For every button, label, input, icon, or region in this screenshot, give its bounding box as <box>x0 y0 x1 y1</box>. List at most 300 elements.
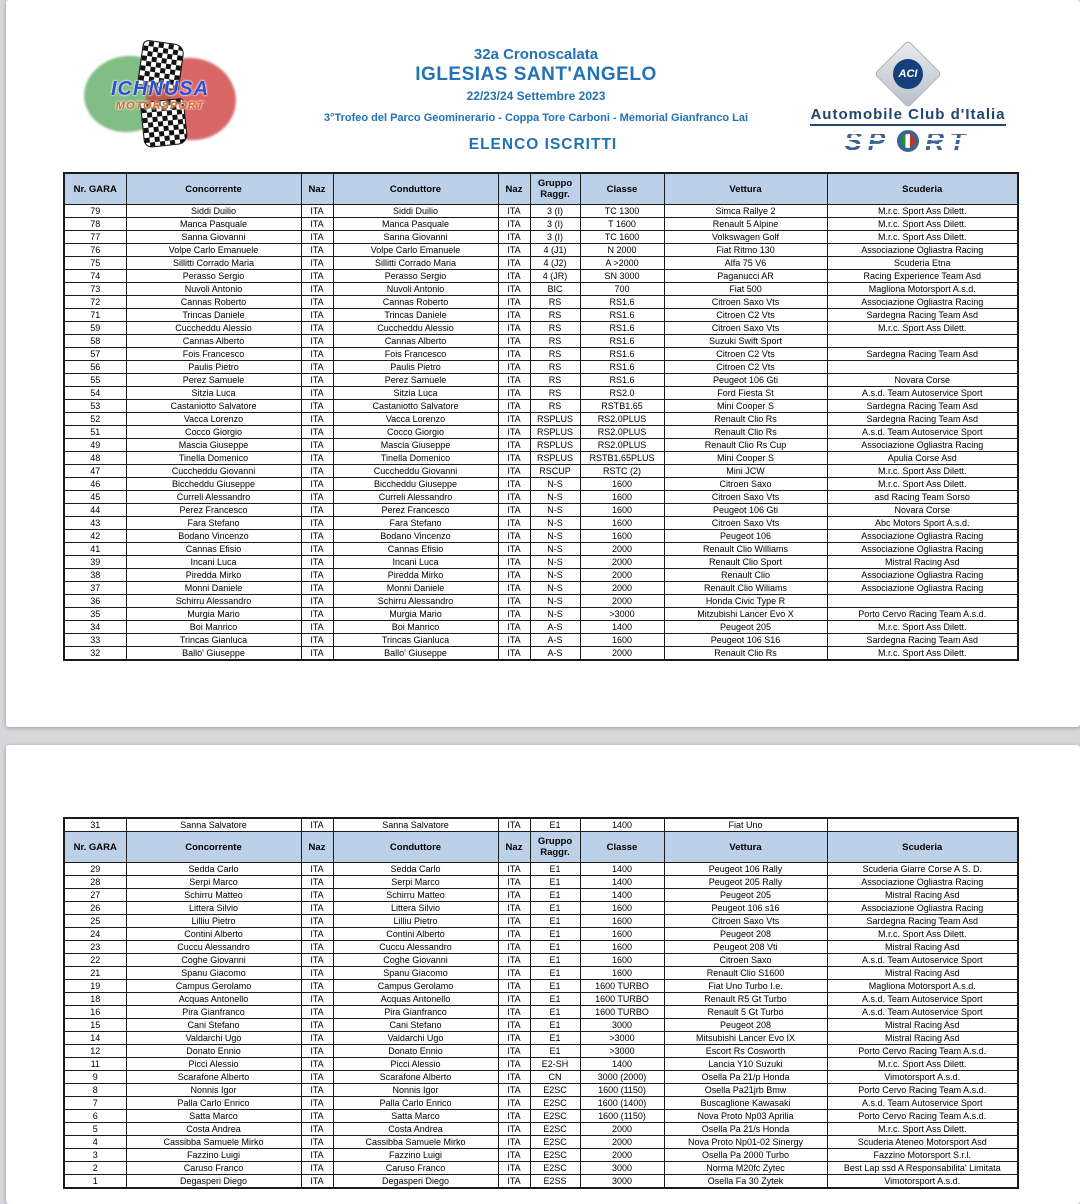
cell: ITA <box>301 374 333 387</box>
table-row <box>64 348 1018 361</box>
cell: E1 <box>530 818 580 832</box>
cell: RS1.6 <box>580 322 664 335</box>
cell: Norma M20fc Zytec <box>664 1162 827 1175</box>
cell: ITA <box>498 335 530 348</box>
cell: Donato Ennio <box>126 1045 301 1058</box>
cell: Magliona Motorsport A.s.d. <box>827 283 1018 296</box>
cell: 2000 <box>580 1136 664 1149</box>
cell: ITA <box>498 876 530 889</box>
cell: RS <box>530 374 580 387</box>
cell: E1 <box>530 889 580 902</box>
cell: Campus Gerolamo <box>126 980 301 993</box>
cell: Spanu Giacomo <box>126 967 301 980</box>
cell: E1 <box>530 1032 580 1045</box>
table-row <box>64 954 1018 967</box>
cell: Mini JCW <box>664 465 827 478</box>
cell: ITA <box>301 309 333 322</box>
cell: N-S <box>530 491 580 504</box>
aci-club-name: Automobile Club d'Italia <box>810 106 1005 126</box>
cell: Littera Silvio <box>333 902 498 915</box>
cell: ITA <box>301 296 333 309</box>
cell: CN <box>530 1071 580 1084</box>
cell: ITA <box>301 1019 333 1032</box>
cell: Peugeot 205 Rally <box>664 876 827 889</box>
cell: ITA <box>498 1162 530 1175</box>
cell: ITA <box>301 465 333 478</box>
cell: Renault 5 Gt Turbo <box>664 1006 827 1019</box>
cell: Siddi Duilio <box>126 205 301 218</box>
cell: Sardegna Racing Team Asd <box>827 400 1018 413</box>
cell: Mitzubishi Lancer Evo X <box>664 608 827 621</box>
cell: ITA <box>498 205 530 218</box>
table-row <box>64 530 1018 543</box>
cell: Palla Carlo Enrico <box>126 1097 301 1110</box>
cell: Porto Cervo Racing Team A.s.d. <box>827 1084 1018 1097</box>
cell: E2SC <box>530 1123 580 1136</box>
cell: ITA <box>301 634 333 647</box>
cell: 1600 <box>580 954 664 967</box>
cell: Peugeot 106 Gti <box>664 374 827 387</box>
cell: ITA <box>301 1162 333 1175</box>
header-cell: Classe <box>580 832 664 863</box>
table-row <box>64 1149 1018 1162</box>
cell: 32 <box>64 647 126 661</box>
cell: 57 <box>64 348 126 361</box>
event-title-line2: IGLESIAS SANT'ANGELO <box>415 64 657 85</box>
cell: 73 <box>64 283 126 296</box>
cell: Curreli Alessandro <box>333 491 498 504</box>
cell: Lilliu Pietro <box>126 915 301 928</box>
cell: 46 <box>64 478 126 491</box>
cell: >3000 <box>580 608 664 621</box>
cell: E2-SH <box>530 1058 580 1071</box>
cell: E1 <box>530 1006 580 1019</box>
cell: ITA <box>301 902 333 915</box>
header-cell: Concorrente <box>126 832 301 863</box>
cell: ITA <box>498 1097 530 1110</box>
cell: Incani Luca <box>333 556 498 569</box>
event-date: 22/23/24 Settembre 2023 <box>466 89 606 103</box>
cell: RSPLUS <box>530 426 580 439</box>
cell: Campus Gerolamo <box>333 980 498 993</box>
cell: 1600 <box>580 928 664 941</box>
table-row <box>64 283 1018 296</box>
cell: Mascia Giuseppe <box>333 439 498 452</box>
cell: 36 <box>64 595 126 608</box>
cell: ITA <box>498 954 530 967</box>
cell: ITA <box>498 348 530 361</box>
cell: 1 <box>64 1175 126 1189</box>
cell: Cannas Alberto <box>126 335 301 348</box>
cell: Associazione Ogliastra Racing <box>827 296 1018 309</box>
cell: E1 <box>530 993 580 1006</box>
cell: ITA <box>498 967 530 980</box>
cell: Cassibba Samuele Mirko <box>333 1136 498 1149</box>
table-row <box>64 426 1018 439</box>
cell: ITA <box>498 257 530 270</box>
cell: Biccheddu Giuseppe <box>126 478 301 491</box>
cell: N-S <box>530 478 580 491</box>
cell: Nova Proto Np03 Aprilia <box>664 1110 827 1123</box>
table-row <box>64 335 1018 348</box>
cell: RS1.6 <box>580 309 664 322</box>
table-row <box>64 387 1018 400</box>
cell: 56 <box>64 361 126 374</box>
cell: Valdarchi Ugo <box>333 1032 498 1045</box>
cell: ITA <box>498 231 530 244</box>
cell: 1600 <box>580 491 664 504</box>
table-row <box>64 928 1018 941</box>
cell: Citroen C2 Vts <box>664 309 827 322</box>
cell: RS <box>530 322 580 335</box>
cell: Spanu Giacomo <box>333 967 498 980</box>
cell: N 2000 <box>580 244 664 257</box>
header-row <box>64 173 1018 205</box>
cell: ITA <box>498 465 530 478</box>
aci-badge-icon <box>893 59 923 89</box>
cell: ITA <box>498 309 530 322</box>
cell: Trincas Gianluca <box>333 634 498 647</box>
cell: Cuccheddu Giovanni <box>126 465 301 478</box>
cell: 1600 TURBO <box>580 980 664 993</box>
cell: ITA <box>498 1006 530 1019</box>
cell: Fazzino Motorsport S.r.l. <box>827 1149 1018 1162</box>
cell: Tinella Domenico <box>126 452 301 465</box>
cell: Cani Stefano <box>333 1019 498 1032</box>
cell: E2SC <box>530 1162 580 1175</box>
cell: Scuderia Ateneo Motorsport Asd <box>827 1136 1018 1149</box>
document-page-2 <box>6 745 1080 1204</box>
cell: E2SC <box>530 1084 580 1097</box>
cell: Caruso Franco <box>126 1162 301 1175</box>
cell: N-S <box>530 504 580 517</box>
cell: ITA <box>498 439 530 452</box>
header-cell: Gruppo Raggr. <box>530 173 580 205</box>
cell: 3 (I) <box>530 231 580 244</box>
cell: ITA <box>301 595 333 608</box>
cell: ITA <box>301 1084 333 1097</box>
table-row <box>64 543 1018 556</box>
cell: Sedda Carlo <box>333 863 498 876</box>
cell: Vimotorsport A.s.d. <box>827 1071 1018 1084</box>
cell: 45 <box>64 491 126 504</box>
cell: Nuvoli Antonio <box>333 283 498 296</box>
cell: E1 <box>530 954 580 967</box>
cell: Renault 5 Alpine <box>664 218 827 231</box>
cell: Renault Clio Sport <box>664 556 827 569</box>
cell: Associazione Ogliastra Racing <box>827 902 1018 915</box>
cell: Bodano Vincenzo <box>126 530 301 543</box>
cell: Citroen Saxo Vts <box>664 322 827 335</box>
cell: ITA <box>301 1175 333 1189</box>
cell: ITA <box>498 1136 530 1149</box>
cell: ITA <box>498 491 530 504</box>
cell: A-S <box>530 647 580 661</box>
cell: ITA <box>498 530 530 543</box>
cell: ITA <box>301 452 333 465</box>
cell: ITA <box>301 621 333 634</box>
cell: ITA <box>498 1058 530 1071</box>
cell: ITA <box>301 569 333 582</box>
cell: Mistral Racing Asd <box>827 1032 1018 1045</box>
cell: Trincas Gianluca <box>126 634 301 647</box>
cell: 26 <box>64 902 126 915</box>
cell: Racing Experience Team Asd <box>827 270 1018 283</box>
cell: Sitzia Luca <box>333 387 498 400</box>
cell: ITA <box>498 993 530 1006</box>
cell: ITA <box>301 980 333 993</box>
cell: 1400 <box>580 889 664 902</box>
cell: ITA <box>301 1006 333 1019</box>
cell: Picci Alessio <box>333 1058 498 1071</box>
table-row <box>64 595 1018 608</box>
cell: Peugeot 106 s16 <box>664 902 827 915</box>
cell: Mistral Racing Asd <box>827 1019 1018 1032</box>
cell: E2SS <box>530 1175 580 1189</box>
cell: N-S <box>530 582 580 595</box>
cell: Associazione Ogliastra Racing <box>827 530 1018 543</box>
cell: Cannas Efisio <box>126 543 301 556</box>
cell: 72 <box>64 296 126 309</box>
cell: Curreli Alessandro <box>126 491 301 504</box>
header-cell: Vettura <box>664 832 827 863</box>
cell: Degasperi Diego <box>333 1175 498 1189</box>
cell: A.s.d. Team Autoservice Sport <box>827 1006 1018 1019</box>
cell: Vacca Lorenzo <box>126 413 301 426</box>
cell: 1600 <box>580 530 664 543</box>
cell: RS1.6 <box>580 348 664 361</box>
cell: ITA <box>301 967 333 980</box>
cell: ITA <box>301 387 333 400</box>
cell: ITA <box>301 257 333 270</box>
cell: BIC <box>530 283 580 296</box>
cell: 1600 <box>580 478 664 491</box>
cell: 2 <box>64 1162 126 1175</box>
cell: ITA <box>498 647 530 661</box>
cell: E1 <box>530 902 580 915</box>
logo-subtitle: MOTORSPORT <box>115 100 205 112</box>
cell: ITA <box>301 231 333 244</box>
cell: Peugeot 208 <box>664 1019 827 1032</box>
cell: Pira Gianfranco <box>126 1006 301 1019</box>
cell: 11 <box>64 1058 126 1071</box>
cell: ITA <box>301 1058 333 1071</box>
cell: 43 <box>64 517 126 530</box>
cell: ITA <box>498 452 530 465</box>
cell: Ballo' Giuseppe <box>333 647 498 661</box>
cell: TC 1300 <box>580 205 664 218</box>
cell: Osella Pa 2000 Turbo <box>664 1149 827 1162</box>
cell: ITA <box>301 543 333 556</box>
cell: RSTB1.65 <box>580 400 664 413</box>
cell: E1 <box>530 863 580 876</box>
cell: Sanna Salvatore <box>126 818 301 832</box>
header-cell: Nr. GARA <box>64 832 126 863</box>
cell: ITA <box>301 348 333 361</box>
cell: 71 <box>64 309 126 322</box>
cell: Paganucci AR <box>664 270 827 283</box>
cell: ITA <box>498 413 530 426</box>
cell: Perez Francesco <box>126 504 301 517</box>
cell: A.s.d. Team Autoservice Sport <box>827 993 1018 1006</box>
cell: RS1.6 <box>580 335 664 348</box>
cell: Ballo' Giuseppe <box>126 647 301 661</box>
cell: Pira Gianfranco <box>333 1006 498 1019</box>
cell: RS <box>530 348 580 361</box>
cell: E1 <box>530 1019 580 1032</box>
table-row <box>64 1045 1018 1058</box>
cell: 14 <box>64 1032 126 1045</box>
cell <box>827 335 1018 348</box>
cell: Boi Manrico <box>333 621 498 634</box>
cell: 1600 <box>580 517 664 530</box>
cell: Fois Francesco <box>333 348 498 361</box>
cell: Acquas Antonello <box>126 993 301 1006</box>
cell: Fiat Ritmo 130 <box>664 244 827 257</box>
cell: Monni Daniele <box>333 582 498 595</box>
cell: 51 <box>64 426 126 439</box>
table-row <box>64 1136 1018 1149</box>
cell: SN 3000 <box>580 270 664 283</box>
cell: N-S <box>530 608 580 621</box>
cell: ITA <box>301 478 333 491</box>
cell: M.r.c. Sport Ass Dilett. <box>827 1123 1018 1136</box>
cell: 35 <box>64 608 126 621</box>
cell: Honda Civic Type R <box>664 595 827 608</box>
cell: Renault Clio <box>664 569 827 582</box>
entry-table-page-1 <box>63 172 1019 661</box>
cell: ITA <box>301 361 333 374</box>
cell: Caruso Franco <box>333 1162 498 1175</box>
cell: 1600 TURBO <box>580 1006 664 1019</box>
cell: Perez Francesco <box>333 504 498 517</box>
cell: Donato Ennio <box>333 1045 498 1058</box>
cell: Novara Corse <box>827 504 1018 517</box>
cell: ITA <box>301 413 333 426</box>
cell: Magliona Motorsport A.s.d. <box>827 980 1018 993</box>
cell: Associazione Ogliastra Racing <box>827 543 1018 556</box>
cell: N-S <box>530 595 580 608</box>
cell: RSTB1.65PLUS <box>580 452 664 465</box>
cell: M.r.c. Sport Ass Dilett. <box>827 231 1018 244</box>
cell: Palla Carlo Enrico <box>333 1097 498 1110</box>
event-header <box>236 46 836 124</box>
cell: ITA <box>301 218 333 231</box>
ichnusa-motorsport-logo <box>84 42 236 146</box>
table-row <box>64 452 1018 465</box>
cell: ITA <box>498 283 530 296</box>
cell: Cuccheddu Giovanni <box>333 465 498 478</box>
cell: N-S <box>530 517 580 530</box>
table-row <box>64 257 1018 270</box>
table-row <box>64 818 1018 832</box>
cell: E2SC <box>530 1110 580 1123</box>
header-cell: Naz <box>301 832 333 863</box>
cell: Renault R5 Gt Turbo <box>664 993 827 1006</box>
cell: 22 <box>64 954 126 967</box>
cell: Perasso Sergio <box>126 270 301 283</box>
cell: E1 <box>530 1045 580 1058</box>
cell: RSPLUS <box>530 452 580 465</box>
cell: 2000 <box>580 582 664 595</box>
cell: RS2.0PLUS <box>580 426 664 439</box>
cell: ITA <box>301 889 333 902</box>
cell: Escort Rs Cosworth <box>664 1045 827 1058</box>
cell: RS2.0PLUS <box>580 413 664 426</box>
table-row <box>64 608 1018 621</box>
cell: Associazione Ogliastra Racing <box>827 876 1018 889</box>
cell: Osella Pa 21/p Honda <box>664 1071 827 1084</box>
cell: RS <box>530 361 580 374</box>
table-row <box>64 902 1018 915</box>
cell: RS1.6 <box>580 374 664 387</box>
table-row <box>64 270 1018 283</box>
cell: Schirru Alessandro <box>333 595 498 608</box>
cell: Perez Samuele <box>126 374 301 387</box>
cell: 59 <box>64 322 126 335</box>
cell: 2000 <box>580 543 664 556</box>
cell: 1400 <box>580 621 664 634</box>
cell: A.s.d. Team Autoservice Sport <box>827 426 1018 439</box>
cell: Sanna Giovanni <box>126 231 301 244</box>
cell: Citroen C2 Vts <box>664 361 827 374</box>
cell: 52 <box>64 413 126 426</box>
cell: 2000 <box>580 1149 664 1162</box>
cell: ITA <box>498 1110 530 1123</box>
cell: Best Lap ssd A Responsabilita' Limitata <box>827 1162 1018 1175</box>
cell: ITA <box>498 296 530 309</box>
cell: Citroen Saxo Vts <box>664 491 827 504</box>
cell: ITA <box>498 426 530 439</box>
cell: Cannas Roberto <box>333 296 498 309</box>
cell: Associazione Ogliastra Racing <box>827 582 1018 595</box>
cell: Coghe Giovanni <box>126 954 301 967</box>
cell: N-S <box>530 569 580 582</box>
cell: 1600 <box>580 915 664 928</box>
cell: Mistral Racing Asd <box>827 556 1018 569</box>
cell: Sardegna Racing Team Asd <box>827 309 1018 322</box>
cell: Picci Alessio <box>126 1058 301 1071</box>
cell: 2000 <box>580 1123 664 1136</box>
cell: 1600 <box>580 967 664 980</box>
cell: Perasso Sergio <box>333 270 498 283</box>
cell: Cassibba Samuele Mirko <box>126 1136 301 1149</box>
cell: 2000 <box>580 595 664 608</box>
cell: M.r.c. Sport Ass Dilett. <box>827 218 1018 231</box>
cell: A-S <box>530 634 580 647</box>
cell: Manca Pasquale <box>126 218 301 231</box>
cell: Valdarchi Ugo <box>126 1032 301 1045</box>
cell: 12 <box>64 1045 126 1058</box>
cell: 49 <box>64 439 126 452</box>
cell: M.r.c. Sport Ass Dilett. <box>827 1058 1018 1071</box>
cell: ITA <box>301 928 333 941</box>
table-row <box>64 876 1018 889</box>
cell: E1 <box>530 941 580 954</box>
document-page-1 <box>6 0 1080 727</box>
cell: 700 <box>580 283 664 296</box>
cell: Coghe Giovanni <box>333 954 498 967</box>
table-row <box>64 1175 1018 1189</box>
cell: ITA <box>301 244 333 257</box>
cell: ITA <box>498 1045 530 1058</box>
cell: Piredda Mirko <box>333 569 498 582</box>
cell: Monni Daniele <box>126 582 301 595</box>
cell: Cuccu Alessandro <box>126 941 301 954</box>
cell: ITA <box>301 400 333 413</box>
cell: Mini Cooper S <box>664 400 827 413</box>
cell: RS2.0PLUS <box>580 439 664 452</box>
